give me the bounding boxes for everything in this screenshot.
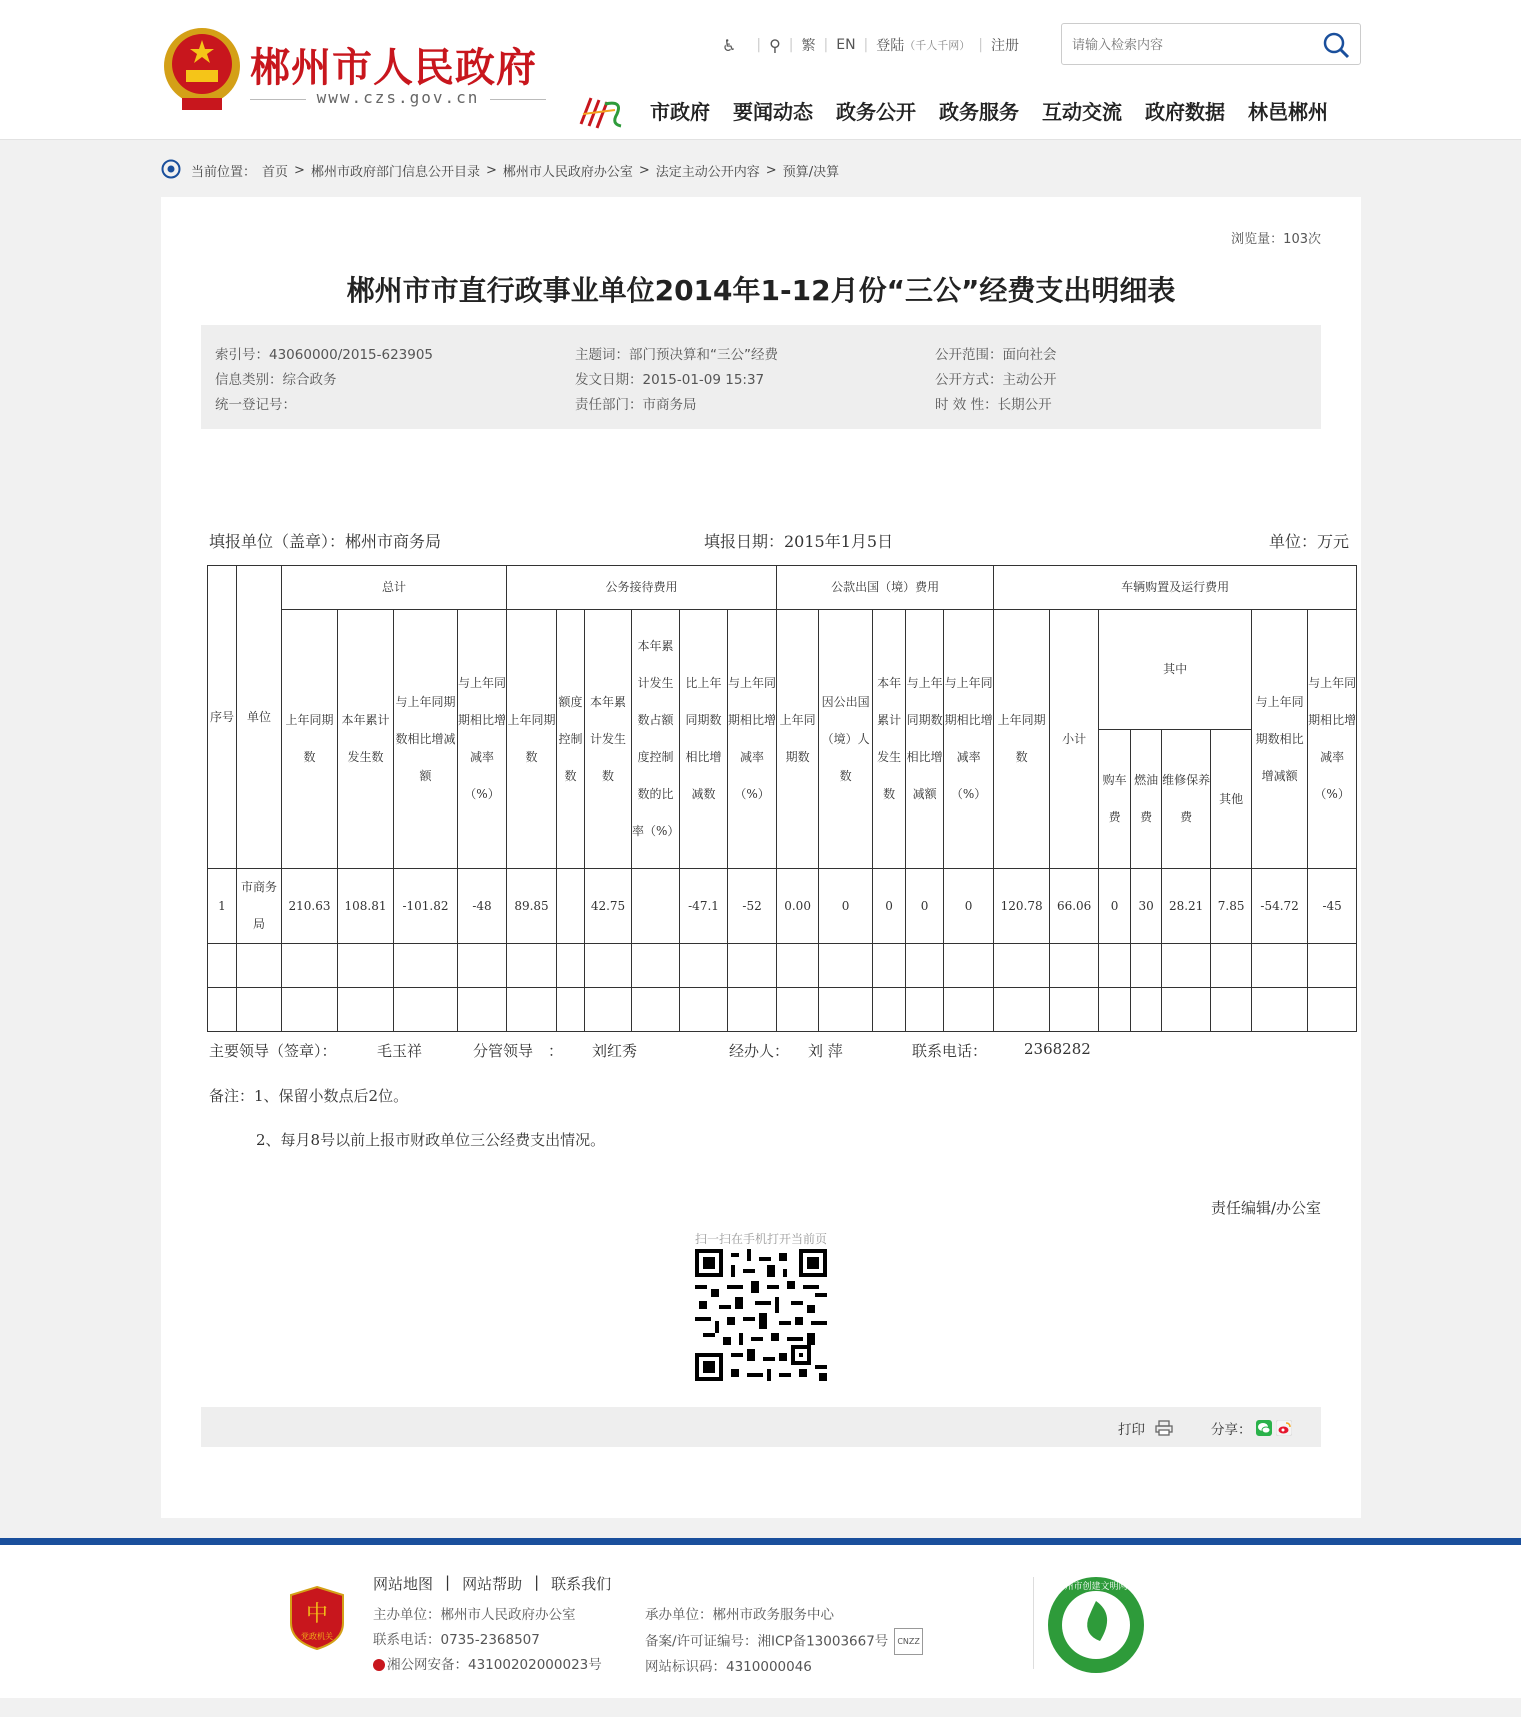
article-title: 郴州市市直行政事业单位2014年1-12月份“三公”经费支出明细表 <box>346 274 1176 307</box>
site-footer <box>0 1538 1521 1698</box>
nav-item[interactable]: 林邑郴州 <box>1248 100 1328 124</box>
data-cell <box>632 869 680 944</box>
data-cell: 120.78 <box>994 869 1050 944</box>
header-cell: 上年同期数 <box>777 610 819 869</box>
wechat-icon[interactable] <box>1256 1420 1272 1436</box>
meta-date: 发文日期：2015-01-09 15:37 <box>575 372 765 388</box>
data-cell: -48 <box>458 869 507 944</box>
data-cell: -45 <box>1308 869 1357 944</box>
group-vehicle: 车辆购置及运行费用 <box>994 566 1357 610</box>
header-cell: 上年同期数 <box>282 610 338 869</box>
expense-table <box>207 565 1357 1032</box>
data-cell: 210.63 <box>282 869 338 944</box>
data-cell: 0 <box>1099 869 1131 944</box>
footer-undertake: 承办单位：郴州市政务服务中心 <box>645 1607 834 1623</box>
print-button[interactable] <box>1118 1418 1173 1438</box>
cnzz-icon[interactable]: CNZZ <box>894 1628 923 1655</box>
phone-number: 2368282 <box>1024 1040 1091 1058</box>
data-cell: 7.85 <box>1211 869 1252 944</box>
data-cell: 42.75 <box>585 869 632 944</box>
vice-label: 分管领导 ： <box>473 1042 564 1060</box>
meta-dept: 责任部门：市商务局 <box>575 397 697 413</box>
printer-icon <box>1155 1420 1173 1436</box>
group-abroad: 公款出国（境）费用 <box>777 566 994 610</box>
header-cell: 因公出国（境）人数 <box>819 610 873 869</box>
breadcrumb-item[interactable]: 郴州市人民政府办公室 <box>502 164 633 180</box>
phone-label: 联系电话： <box>912 1042 988 1060</box>
data-cell <box>557 869 585 944</box>
header-cell: 与上年同期相比增减率（%） <box>1308 610 1357 869</box>
header-cell: 与上年同期数相比增减额 <box>394 610 458 869</box>
data-cell: -47.1 <box>680 869 728 944</box>
view-count: 浏览量：103次 <box>1231 232 1321 247</box>
data-cell: 30 <box>1131 869 1162 944</box>
qr-label: 扫一扫在手机打开当前页 <box>695 1232 828 1246</box>
data-cell: -52 <box>728 869 777 944</box>
footer-info-right <box>645 1603 923 1680</box>
elder-mode-icon[interactable]: ⚲ <box>769 35 781 55</box>
header-cell: 与上年同期数相比增减额 <box>1252 610 1308 869</box>
header-cell: 比上年同期数相比增减数 <box>680 610 728 869</box>
footer-link-sitemap[interactable]: 网站地图 <box>373 1575 434 1593</box>
header-no: 序号 <box>208 566 237 869</box>
data-cell: 0.00 <box>777 869 819 944</box>
footer-tel: 联系电话：0735-2368507 <box>373 1632 540 1648</box>
nav-item[interactable]: 政府数据 <box>1145 100 1225 124</box>
group-total: 总计 <box>282 566 507 610</box>
footer-link-help[interactable]: 网站帮助 <box>462 1575 523 1593</box>
meta-method: 公开方式：主动公开 <box>935 372 1057 388</box>
svg-text:中: 中 <box>305 1602 329 1627</box>
note-line-1: 备注：1、保留小数点后2位。 <box>209 1087 409 1105</box>
header-cell: 额度控制数 <box>557 610 585 869</box>
search-icon[interactable] <box>1322 31 1350 59</box>
breadcrumb-label: 当前位置： <box>191 164 257 180</box>
linyi-logo-icon <box>577 90 627 134</box>
data-cell: -101.82 <box>394 869 458 944</box>
note-line-2: 2、每月8号以前上报市财政单位三公经费支出情况。 <box>256 1131 606 1149</box>
footer-host: 主办单位：郴州市人民政府办公室 <box>373 1607 576 1623</box>
nav-item[interactable]: 政务公开 <box>836 100 916 124</box>
footer-icp: 备案/许可证编号：湘ICP备13003667号 CNZZ <box>645 1628 923 1655</box>
meta-scope: 公开范围：面向社会 <box>935 347 1057 363</box>
badge-text: 党政机关 <box>301 1632 333 1641</box>
national-emblem-icon <box>162 24 242 112</box>
breadcrumb-item[interactable]: 预算/决算 <box>782 164 840 180</box>
share-label: 分享： <box>1211 1422 1252 1438</box>
search-input[interactable] <box>1072 33 1312 57</box>
footer-divider <box>1033 1577 1034 1669</box>
vice-name: 刘红秀 <box>592 1042 638 1060</box>
article-toolbar <box>201 1407 1321 1447</box>
breadcrumb-item[interactable]: 首页 <box>262 164 289 180</box>
fill-currency-unit: 单位：万元 <box>1268 532 1349 551</box>
header-cell: 购车费 <box>1099 730 1131 869</box>
table-row-empty <box>208 988 1357 1032</box>
data-cell: -54.72 <box>1252 869 1308 944</box>
nav-item[interactable]: 市政府 <box>650 100 710 124</box>
breadcrumb: 当前位置： 首页 > 郴州市政府部门信息公开目录 > 郴州市人民政府办公室 > 法定主动公开内容 > 预算/决算 <box>161 158 839 182</box>
civilization-site-icon[interactable] <box>1046 1575 1146 1675</box>
site-name: 郴州市人民政府 <box>250 44 537 91</box>
register-link[interactable]: 注册 <box>990 38 1019 54</box>
footer-link-contact[interactable]: 联系我们 <box>551 1575 612 1593</box>
data-cell: 28.21 <box>1162 869 1211 944</box>
leader-label: 主要领导（签章）： <box>209 1042 337 1060</box>
header-cell: 其中 <box>1099 610 1252 730</box>
share-area <box>1211 1418 1292 1438</box>
party-gov-badge-icon[interactable] <box>289 1585 345 1651</box>
top-links: ♿ | ⚲ | 繁 | EN | 登陆 （千人千网） | 注册 <box>722 35 1019 55</box>
footer-police: 湘公网安备：43100202000023号 <box>373 1653 602 1678</box>
data-cell: 0 <box>819 869 873 944</box>
fill-unit: 填报单位（盖章）：郴州市商务局 <box>209 532 442 551</box>
data-cell: 108.81 <box>338 869 394 944</box>
main-nav <box>650 96 1328 125</box>
row-unit: 市商务局 <box>237 869 282 944</box>
header-cell: 与上年同期数相比增减额 <box>906 610 944 869</box>
header-cell: 本年累计发生数 <box>873 610 906 869</box>
police-badge-icon <box>373 1659 385 1671</box>
data-cell: 89.85 <box>507 869 557 944</box>
english-link[interactable]: EN <box>836 37 856 53</box>
nav-item[interactable]: 政务服务 <box>939 100 1019 124</box>
header-cell: 上年同期数 <box>507 610 557 869</box>
breadcrumb-item[interactable]: 郴州市政府部门信息公开目录 <box>310 164 480 180</box>
header-cell: 与上年同期相比增减率（%） <box>458 610 507 869</box>
login-link[interactable]: 登陆 <box>876 38 905 54</box>
login-note: （千人千网） <box>904 39 971 52</box>
fill-info <box>209 529 1349 557</box>
location-pin-icon <box>161 159 181 181</box>
site-header <box>0 0 1521 140</box>
header-cell: 上年同期数 <box>994 610 1050 869</box>
data-cell: 0 <box>944 869 994 944</box>
meta-reg-no: 统一登记号： <box>215 397 296 413</box>
data-cell: 66.06 <box>1050 869 1099 944</box>
responsible-editor: 责任编辑/办公室 <box>1210 1199 1321 1217</box>
print-label: 打印 <box>1118 1422 1145 1438</box>
header-unit: 单位 <box>237 566 282 869</box>
row-no: 1 <box>208 869 237 944</box>
header-cell: 维修保养费 <box>1162 730 1211 869</box>
civ-text: 郴州市创建文明网站 <box>1055 1582 1137 1592</box>
handler-name: 刘 萍 <box>808 1042 843 1060</box>
site-url: www.czs.gov.cn <box>250 88 546 110</box>
header-cell: 燃油费 <box>1131 730 1162 869</box>
fill-date: 填报日期：2015年1月5日 <box>704 532 894 551</box>
header-cell: 本年累计发生数占额度控制数的比率（%） <box>632 610 680 869</box>
table-row-empty <box>208 944 1357 988</box>
qr-code-icon <box>695 1249 827 1381</box>
header-cell: 其他 <box>1211 730 1252 869</box>
data-cell: 0 <box>906 869 944 944</box>
accessibility-icon[interactable]: ♿ <box>722 35 737 55</box>
article-meta <box>201 325 1321 429</box>
leader-name: 毛玉祥 <box>377 1042 423 1060</box>
header-cell: 本年累计发生数 <box>338 610 394 869</box>
group-reception: 公务接待费用 <box>507 566 777 610</box>
meta-info-type: 信息类别：综合政务 <box>215 372 337 388</box>
header-cell: 与上年同期相比增减率（%） <box>944 610 994 869</box>
handler-label: 经办人： <box>729 1042 790 1060</box>
traditional-link[interactable]: 繁 <box>801 38 816 54</box>
article-panel <box>161 197 1361 1518</box>
weibo-icon[interactable] <box>1276 1420 1292 1436</box>
breadcrumb-item[interactable]: 法定主动公开内容 <box>655 164 760 180</box>
nav-item[interactable]: 要闻动态 <box>733 100 813 124</box>
footer-site-id: 网站标识码：4310000046 <box>645 1659 812 1675</box>
footer-info-left <box>373 1603 602 1678</box>
meta-validity: 时 效 性：长期公开 <box>935 397 1052 413</box>
header-cell: 本年累计发生数 <box>585 610 632 869</box>
data-cell: 0 <box>873 869 906 944</box>
nav-item[interactable]: 互动交流 <box>1042 100 1122 124</box>
header-cell: 与上年同期相比增减率（%） <box>728 610 777 869</box>
meta-subject: 主题词：部门预决算和“三公”经费 <box>575 347 778 363</box>
table-row <box>208 869 1357 944</box>
meta-index-no: 索引号：43060000/2015-623905 <box>215 347 434 363</box>
header-cell: 小计 <box>1050 610 1099 869</box>
search-box <box>1061 23 1361 65</box>
footer-links: 网站地图 | 网站帮助 | 联系我们 <box>373 1573 612 1593</box>
